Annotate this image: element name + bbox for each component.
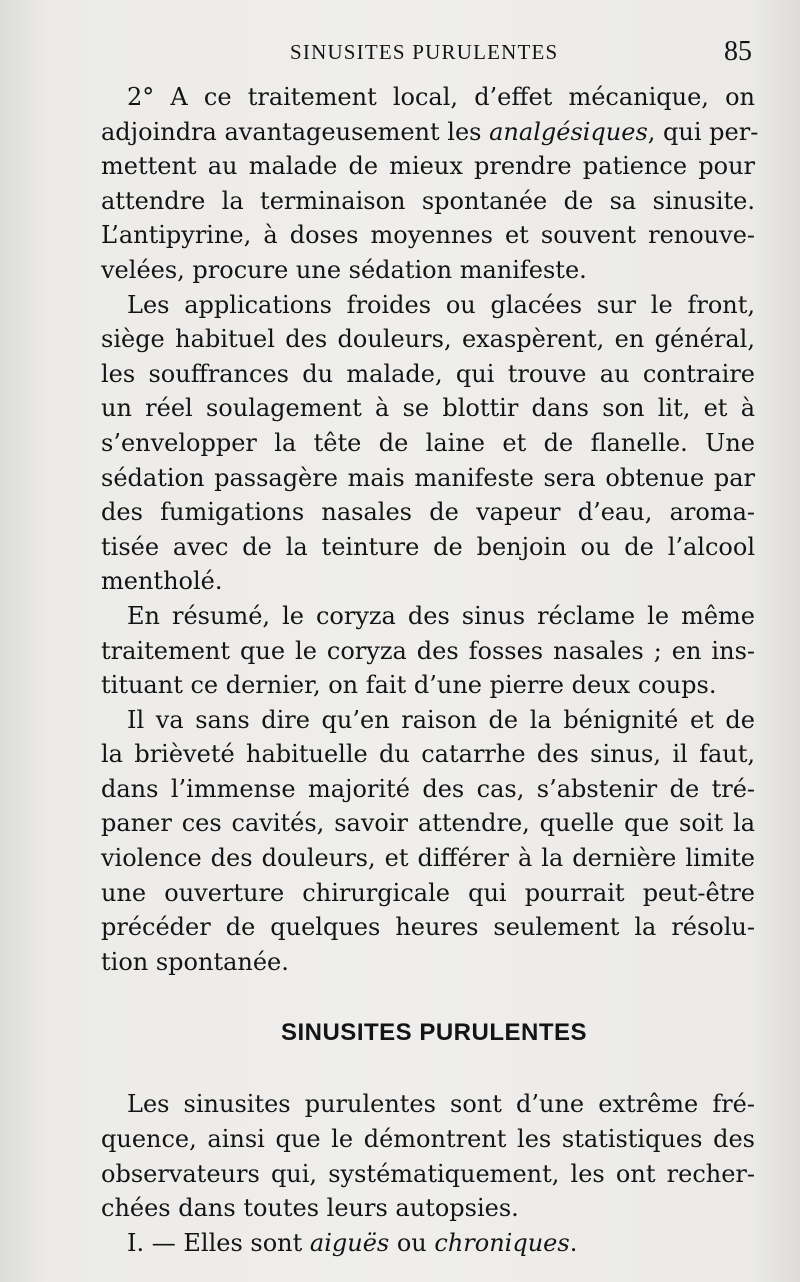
paragraph: [101, 599, 755, 703]
text-line: une ouverture chirurgicale qui pourrait peut-être: [101, 878, 755, 907]
text-line: des fumigations nasales de vapeur d’eau, aroma-: [101, 498, 755, 527]
text-line: L’antipyrine, à doses moyennes et souvent renouve-: [101, 221, 755, 250]
text-fragment: adjoindra avantageusement les: [101, 117, 490, 146]
text-line: la brièveté habituelle du catarrhe des sinus, il faut,: [101, 740, 755, 769]
text-line: tion spontanée.: [101, 947, 289, 976]
text-line: [101, 1226, 755, 1261]
text-line: En résumé, le coryza des sinus réclame le même: [127, 601, 755, 630]
text-line: sédation passagère mais manifeste sera obtenue par: [101, 463, 755, 492]
text-fragment: I. — Elles sont: [127, 1228, 310, 1257]
emphasis-text: analgésiques: [489, 117, 648, 146]
text-line: tituant ce dernier, on fait d’une pierre deux coups.: [101, 671, 717, 700]
paragraph: [101, 80, 759, 288]
paragraph: [101, 1226, 755, 1261]
page-number: 85: [724, 36, 752, 67]
text-line: les souffrances du malade, qui trouve au contraire: [101, 359, 755, 388]
text-line: attendre la terminaison spontanée de sa sinusite.: [101, 186, 755, 215]
text-line: mentholé.: [101, 567, 223, 596]
text-line: velées, procure une sédation manifeste.: [101, 255, 587, 284]
section-spacer: [101, 979, 755, 1013]
paragraph: [101, 1087, 755, 1225]
text-fragment: ou: [389, 1228, 435, 1257]
text-line: observateurs qui, systématiquement, les ont recher-: [101, 1159, 755, 1188]
body-text: [101, 80, 759, 1260]
text-line: siège habituel des douleurs, exaspèrent, en général,: [101, 325, 755, 354]
section-heading: SINUSITES PURULENTES: [280, 1019, 588, 1047]
text-line: précéder de quelques heures seulement la résolu-: [101, 913, 755, 942]
text-line: quence, ainsi que le démontrent les statistiques des: [101, 1125, 755, 1154]
running-title: SINUSITES PURULENTES: [290, 40, 559, 64]
text-line: un réel soulagement à se blottir dans son lit, et à: [101, 394, 755, 423]
text-line: dans l’immense majorité des cas, s’abstenir de tré-: [101, 774, 755, 803]
text-line: traitement que le coryza des fosses nasales ; en ins-: [101, 636, 755, 665]
text-fragment: , qui per-: [647, 117, 759, 146]
text-line: Les applications froides ou glacées sur le front,: [127, 290, 755, 319]
emphasis-text: chroniques: [434, 1228, 570, 1257]
paragraph: [101, 288, 755, 599]
text-line: violence des douleurs, et différer à la dernière limite: [101, 844, 755, 873]
running-head: [100, 38, 760, 68]
text-line: s’envelopper la tête de laine et de flanelle. Une: [101, 428, 755, 457]
text-line: paner ces cavités, savoir attendre, quelle que soit la: [101, 809, 755, 838]
text-line: [101, 115, 759, 150]
paragraph: [101, 703, 755, 980]
text-line: tisée avec de la teinture de benjoin ou de l’alcool: [101, 532, 755, 561]
text-line: mettent au malade de mieux prendre patience pour: [101, 152, 755, 181]
emphasis-text: aiguës: [309, 1228, 390, 1257]
text-line: 2° A ce traitement local, d’effet mécanique, on: [127, 83, 755, 111]
text-fragment: .: [569, 1228, 578, 1257]
text-line: Les sinusites purulentes sont d’une extrême fré-: [127, 1090, 755, 1119]
text-line: chées dans toutes leurs autopsies.: [101, 1194, 519, 1223]
text-line: Il va sans dire qu’en raison de la bénignité et de: [127, 705, 755, 734]
